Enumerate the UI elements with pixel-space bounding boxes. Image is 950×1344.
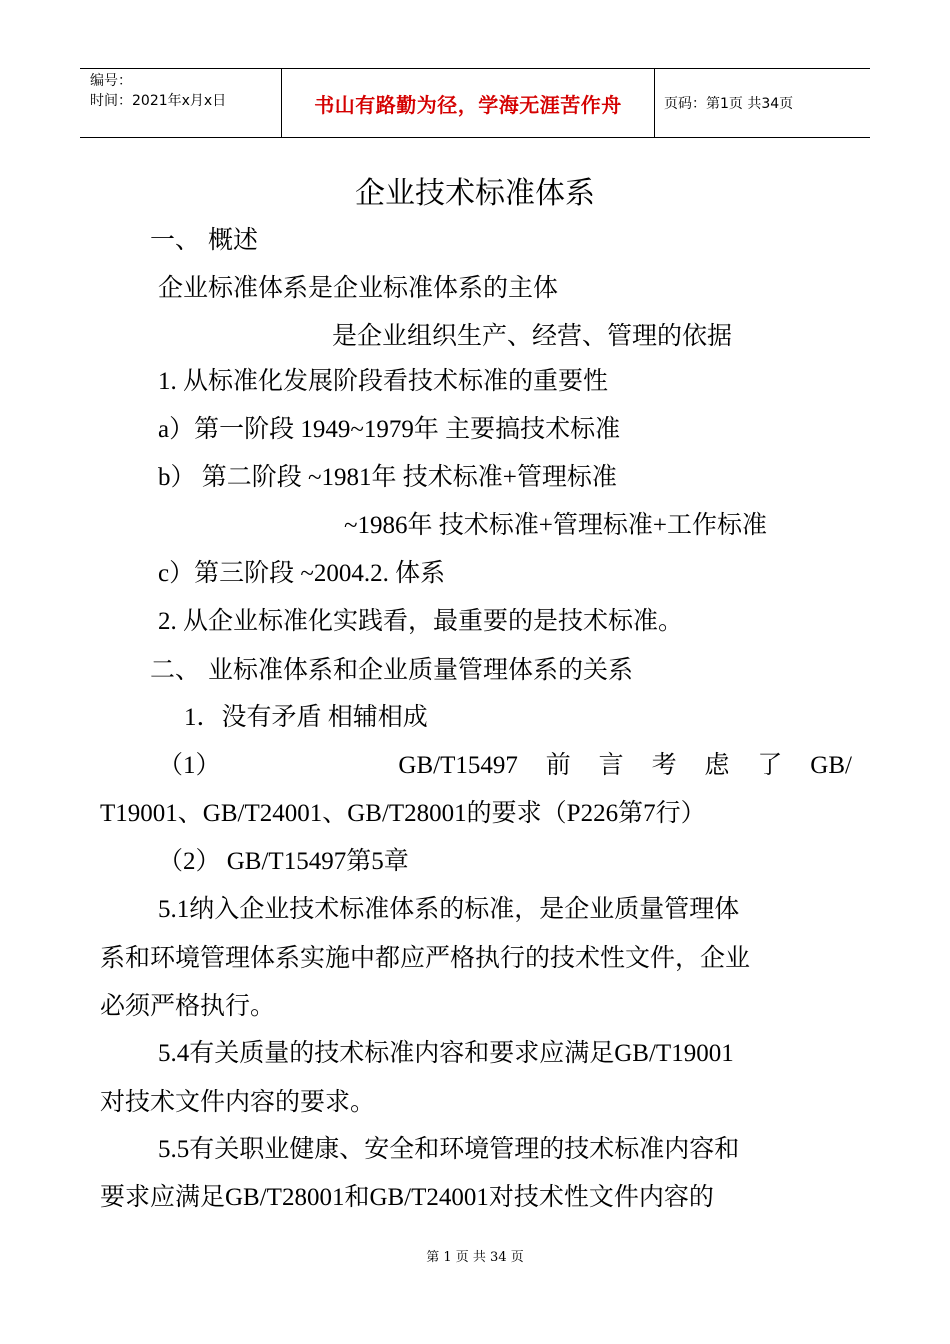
- header-motto-cell: [281, 69, 655, 137]
- text-token: 虑: [704, 752, 730, 779]
- header-page-info: 页码：第1页 共34页: [664, 96, 794, 112]
- time-label: 时间：2021年x月x日: [90, 93, 227, 109]
- list-item: 1. 从标准化发展阶段看技术标准的重要性: [158, 368, 609, 395]
- header-meta-cell: [80, 69, 281, 137]
- paragraph: （2） GB/T15497第5章: [158, 848, 409, 875]
- paragraph: 5.4有关质量的技术标准内容和要求应满足GB/T19001: [158, 1040, 734, 1067]
- text-token: 言: [598, 752, 624, 779]
- page-header: [80, 68, 870, 138]
- paragraph: 系和环境管理体系实施中都应严格执行的技术性文件，企业: [100, 943, 751, 972]
- paragraph: 要求应满足GB/T28001和GB/T24001对技术性文件内容的: [100, 1184, 714, 1211]
- section-heading-2: 二、 业标准体系和企业质量管理体系的关系: [150, 655, 633, 684]
- motto-text: 书山有路勤为径，学海无涯苦作舟: [314, 92, 622, 117]
- text-token: 前: [545, 752, 571, 779]
- text-token: （1）: [158, 752, 221, 779]
- text-token: GB/: [810, 752, 852, 779]
- section-heading-1: 一、 概述: [150, 225, 258, 254]
- paragraph: 5.5有关职业健康、安全和环境管理的技术标准内容和: [158, 1136, 740, 1163]
- document-title: 企业技术标准体系: [355, 176, 595, 211]
- list-item: c）第三阶段 ~2004.2. 体系: [158, 560, 446, 587]
- list-item: a）第一阶段 1949~1979年 主要搞技术标准: [158, 416, 621, 443]
- sub-heading: 1．没有矛盾 相辅相成: [184, 704, 428, 731]
- paragraph: 企业标准体系是企业标准体系的主体: [158, 273, 559, 302]
- list-item: 2. 从企业标准化实践看，最重要的是技术标准。: [158, 608, 684, 635]
- paragraph: T19001、GB/T24001、GB/T28001的要求（P226第7行）: [100, 800, 706, 827]
- paragraph: 对技术文件内容的要求。: [100, 1087, 376, 1116]
- number-label: 编号：: [90, 73, 132, 89]
- list-item-continuation: ~1986年 技术标准+管理标准+工作标准: [344, 512, 767, 539]
- text-token: 了: [757, 752, 783, 779]
- paragraph: 必须严格执行。: [100, 991, 276, 1020]
- text-token: GB/T15497: [398, 752, 518, 779]
- list-item: b） 第二阶段 ~1981年 技术标准+管理标准: [158, 464, 617, 491]
- paragraph: 是企业组织生产、经营、管理的依据: [332, 321, 733, 350]
- paragraph: 5.1纳入企业技术标准体系的标准，是企业质量管理体: [158, 896, 740, 923]
- text-token: 考: [651, 752, 677, 779]
- page-footer: 第 1 页 共 34 页: [426, 1250, 524, 1265]
- justified-line: [158, 750, 852, 782]
